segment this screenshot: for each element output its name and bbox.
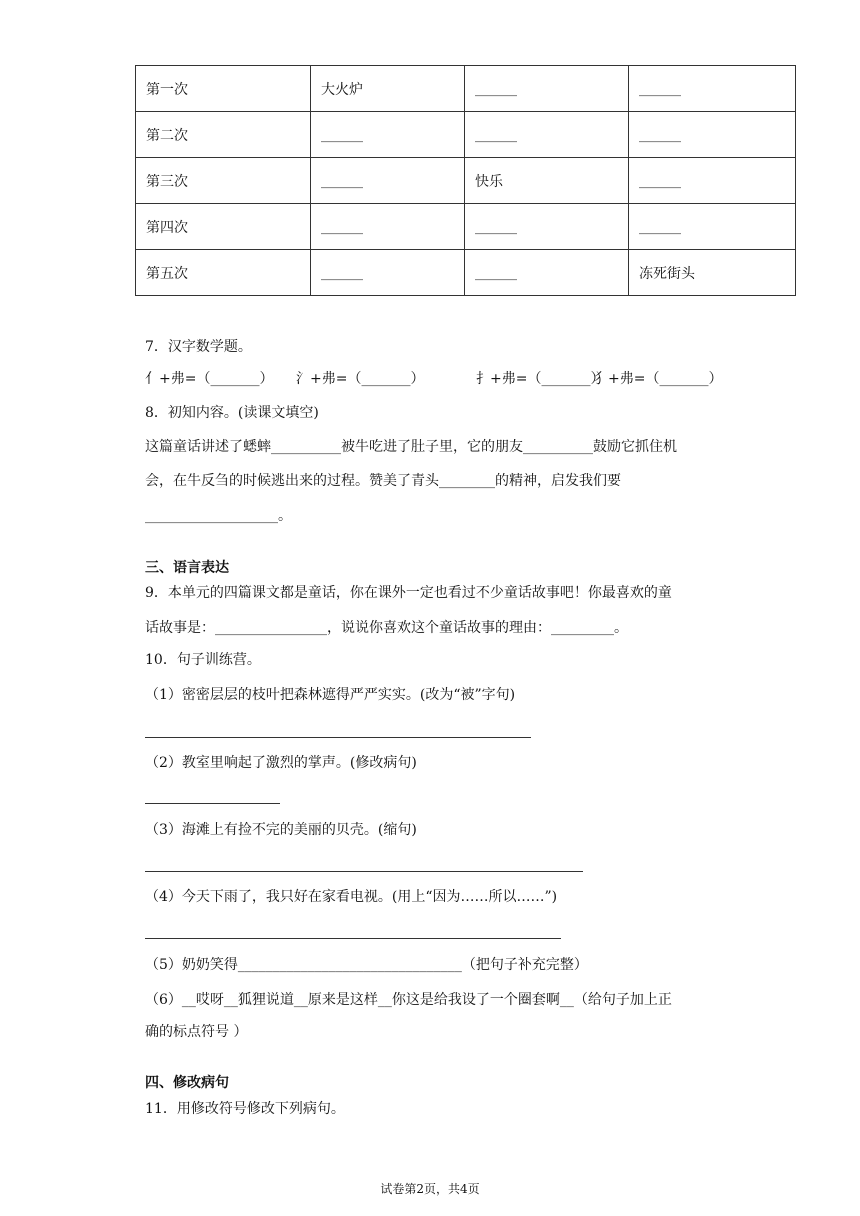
table-cell[interactable]: ______ — [311, 112, 465, 158]
q8-line-2[interactable]: 会，在牛反刍的时候逃出来的过程。赞美了青头________的精神，启发我们要 — [145, 473, 621, 489]
table-cell[interactable]: ______ — [629, 204, 796, 250]
table-cell[interactable]: ______ — [465, 250, 629, 296]
q9-line-2[interactable]: 话故事是：________________，说说你喜欢这个童话故事的理由：_________。 — [145, 620, 628, 636]
section-heading: 三、语言表达 — [145, 560, 229, 576]
answer-line[interactable] — [145, 938, 561, 939]
q7-item-3[interactable]: 扌+弗=（_______） — [476, 371, 605, 387]
answer-line[interactable] — [145, 803, 280, 804]
q10-s4: （4）今天下雨了，我只好在家看电视。(用上“因为……所以……”) — [145, 889, 558, 905]
table-cell[interactable]: ______ — [629, 158, 796, 204]
table-cell: 大火炉 — [311, 66, 465, 112]
q10-title: 10．句子训练营。 — [145, 652, 261, 668]
q7-title: 7．汉字数学题。 — [145, 339, 252, 355]
table-cell: 第三次 — [136, 158, 311, 204]
table-cell[interactable]: ______ — [311, 158, 465, 204]
table-cell[interactable]: ______ — [465, 204, 629, 250]
q8-line-1[interactable]: 这篇童话讲述了蟋蟀__________被牛吃进了肚子里，它的朋友__________鼓励它抓住机 — [145, 439, 677, 455]
answer-line[interactable] — [145, 737, 531, 738]
q7-item-2[interactable]: 氵+弗=（_______） — [296, 371, 425, 387]
table-row — [136, 158, 796, 204]
q10-s5[interactable]: （5）奶奶笑得________________________________（把句子补充完整） — [145, 957, 588, 973]
table-cell: 快乐 — [465, 158, 629, 204]
table-cell: 第四次 — [136, 204, 311, 250]
table-cell[interactable]: ______ — [629, 66, 796, 112]
table-row — [136, 66, 796, 112]
table-row — [136, 204, 796, 250]
table-cell: 第五次 — [136, 250, 311, 296]
table-row — [136, 250, 796, 296]
section-heading: 四、修改病句 — [145, 1075, 229, 1091]
table-cell: 第一次 — [136, 66, 311, 112]
table-cell[interactable]: ______ — [311, 250, 465, 296]
table-cell[interactable]: ______ — [629, 112, 796, 158]
q10-s1: （1）密密层层的枝叶把森林遮得严严实实。(改为“被”字句) — [145, 687, 516, 703]
table-cell[interactable]: ______ — [465, 112, 629, 158]
table-cell: 冻死街头 — [629, 250, 796, 296]
q9-line-1: 9．本单元的四篇课文都是童话，你在课外一定也看过不少童话故事吧！你最喜欢的童 — [145, 585, 672, 601]
q10-s6-line-2: 确的标点符号 ） — [145, 1024, 248, 1040]
q10-s2: （2）教室里响起了激烈的掌声。(修改病句) — [145, 755, 417, 771]
answer-table — [135, 65, 796, 296]
q10-s3: （3）海滩上有捡不完的美丽的贝壳。(缩句) — [145, 822, 417, 838]
table-cell: 第二次 — [136, 112, 311, 158]
q11-title: 11．用修改符号修改下列病句。 — [145, 1101, 345, 1117]
table-row — [136, 112, 796, 158]
q10-s6-line-1[interactable]: （6）__哎呀__狐狸说道__原来是这样__你这是给我设了一个圈套啊__（给句子加上正 — [145, 992, 672, 1008]
q8-title: 8．初知内容。(读课文填空) — [145, 405, 319, 421]
q8-line-3[interactable]: ___________________。 — [145, 508, 292, 524]
answer-line[interactable] — [145, 871, 583, 872]
page-footer: 试卷第2页，共4页 — [380, 1182, 480, 1196]
table-cell[interactable]: ______ — [311, 204, 465, 250]
q7-item-1[interactable]: 亻+弗=（_______） — [145, 371, 274, 387]
q7-item-4[interactable]: 犭+弗=（_______） — [594, 371, 723, 387]
table-cell[interactable]: ______ — [465, 66, 629, 112]
